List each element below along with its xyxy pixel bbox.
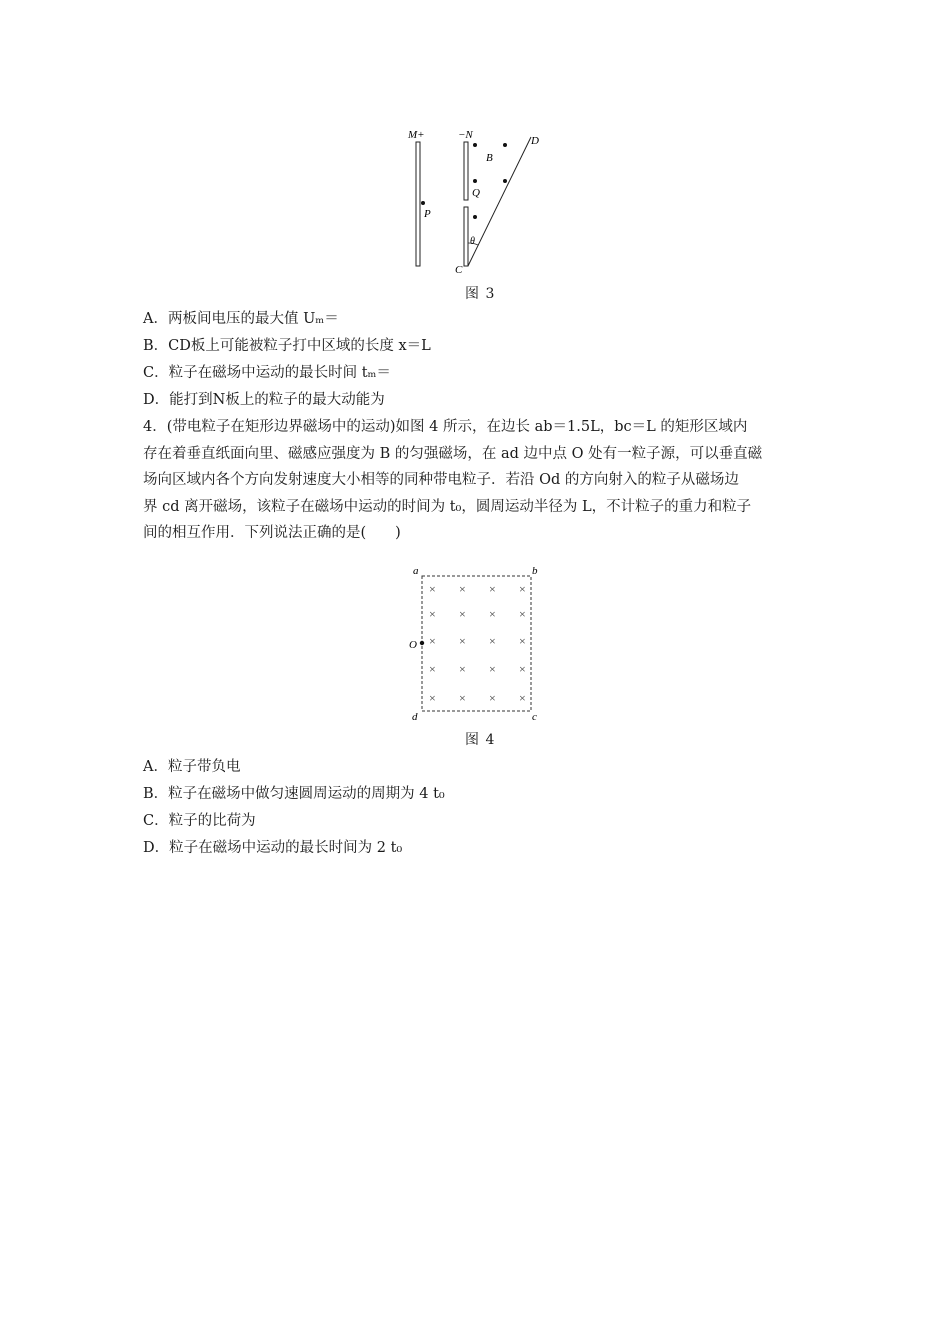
field-cross-symbol: × bbox=[429, 582, 436, 596]
q4-line-1: 4．(带电粒子在矩形边界磁场中的运动)如图 4 所示，在边长 ab＝1.5L，bc＝L 的矩形区域内 bbox=[143, 419, 748, 435]
plate-n-upper bbox=[464, 142, 468, 200]
label-p: P bbox=[424, 208, 431, 220]
plate-n-lower bbox=[464, 207, 468, 266]
field-cross-symbol: × bbox=[489, 607, 496, 621]
label-m: M+ bbox=[408, 129, 425, 141]
field-region-boundary bbox=[422, 576, 531, 711]
label-b: B bbox=[486, 152, 493, 164]
field-dot bbox=[503, 179, 507, 183]
figure-4-caption: 图 4 bbox=[465, 732, 496, 748]
field-cross-symbol: × bbox=[519, 691, 526, 705]
q4-line-4: 界 cd 离开磁场，该粒子在磁场中运动的时间为 t₀，圆周运动半径为 L，不计粒子的重力和粒子 bbox=[143, 498, 752, 515]
figure-4-diagram bbox=[400, 562, 550, 724]
plate-cd bbox=[468, 137, 531, 266]
field-cross-symbol: × bbox=[519, 662, 526, 676]
label-q: Q bbox=[472, 187, 480, 199]
figure-3-diagram bbox=[395, 125, 555, 280]
label-theta: θ bbox=[470, 236, 475, 247]
figure-4 bbox=[400, 562, 550, 724]
field-cross-symbol: × bbox=[459, 607, 466, 621]
field-cross-symbol: × bbox=[519, 582, 526, 596]
label-a: a bbox=[413, 565, 419, 577]
field-cross-symbol: × bbox=[429, 691, 436, 705]
field-cross-symbol: × bbox=[429, 634, 436, 648]
label-n: −N bbox=[458, 129, 473, 141]
label-b: b bbox=[532, 565, 538, 577]
field-cross-symbol: × bbox=[429, 662, 436, 676]
figure-3 bbox=[395, 125, 555, 280]
figure-3-caption: 图 3 bbox=[465, 286, 496, 302]
q3-option-c: C．粒子在磁场中运动的最长时间 tₘ＝ bbox=[143, 365, 391, 381]
q4-option-b: B．粒子在磁场中做匀速圆周运动的周期为 4 t₀ bbox=[143, 786, 445, 802]
q3-option-a: A．两板间电压的最大值 Uₘ＝ bbox=[143, 311, 339, 327]
field-cross-symbol: × bbox=[489, 634, 496, 648]
point-p-dot bbox=[421, 201, 425, 205]
q4-line-5: 间的相互作用．下列说法正确的是( ) bbox=[143, 525, 401, 542]
source-o-dot bbox=[420, 641, 424, 645]
field-cross-symbol: × bbox=[489, 582, 496, 596]
field-cross-symbol: × bbox=[459, 662, 466, 676]
field-cross-symbol: × bbox=[519, 634, 526, 648]
q4-option-a: A．粒子带负电 bbox=[143, 759, 241, 775]
question-4-stem bbox=[143, 414, 815, 547]
field-cross-symbol: × bbox=[489, 691, 496, 705]
plate-m bbox=[416, 142, 420, 266]
field-cross-symbol: × bbox=[489, 662, 496, 676]
label-o: O bbox=[409, 639, 417, 651]
q4-option-c: C．粒子的比荷为 bbox=[143, 813, 256, 829]
q4-line-2: 存在着垂直纸面向里、磁感应强度为 B 的匀强磁场，在 ad 边中点 O 处有一粒子源，可以垂直磁 bbox=[143, 445, 763, 462]
field-cross-symbol: × bbox=[459, 634, 466, 648]
label-c: c bbox=[532, 711, 537, 723]
label-d: D bbox=[531, 135, 539, 147]
q3-option-b: B．CD板上可能被粒子打中区域的长度 x＝L bbox=[143, 338, 431, 354]
label-d: d bbox=[412, 711, 418, 723]
field-cross-symbol: × bbox=[459, 691, 466, 705]
label-c: C bbox=[455, 264, 463, 276]
field-cross-symbol: × bbox=[459, 582, 466, 596]
q3-option-d: D．能打到N板上的粒子的最大动能为 bbox=[143, 392, 385, 408]
field-cross-symbol: × bbox=[429, 607, 436, 621]
q4-option-d: D．粒子在磁场中运动的最长时间为 2 t₀ bbox=[143, 840, 403, 856]
field-dot bbox=[473, 179, 477, 183]
field-dot bbox=[503, 143, 507, 147]
field-cross-symbol: × bbox=[519, 607, 526, 621]
field-crosses bbox=[429, 582, 526, 705]
field-dot bbox=[473, 215, 477, 219]
q4-line-3: 场向区域内各个方向发射速度大小相等的同种带电粒子．若沿 Od 的方向射入的粒子从磁场边 bbox=[143, 472, 739, 489]
field-dot bbox=[473, 143, 477, 147]
